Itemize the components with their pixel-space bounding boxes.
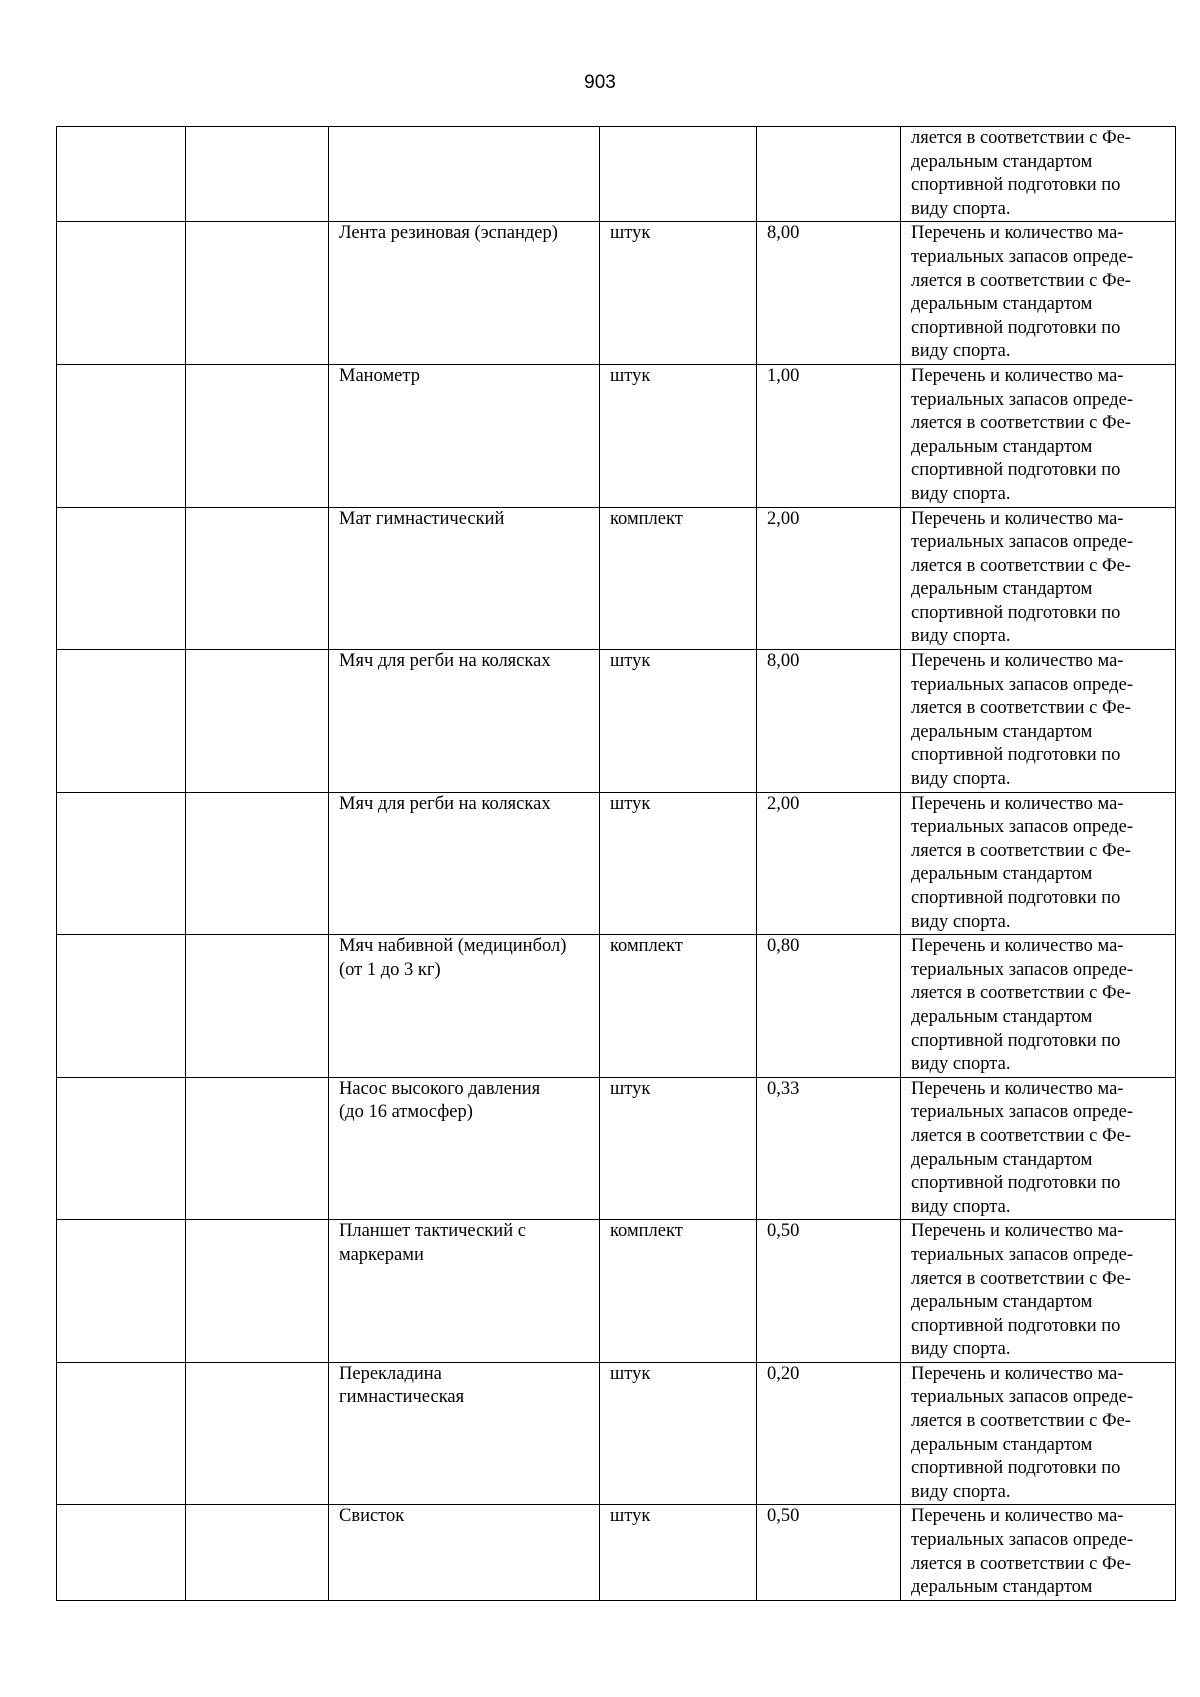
item-name-text: Свисток — [339, 1506, 405, 1527]
table-row — [57, 222, 1176, 365]
quantity-text: 2,00 — [767, 793, 800, 814]
item-name-text: Насос высокого давления (до 16 атмосфер) — [339, 1078, 541, 1123]
equipment-table — [56, 126, 1176, 1601]
section-cell — [186, 650, 329, 793]
quantity-cell — [757, 935, 901, 1078]
note-cell — [901, 1220, 1176, 1363]
note-cell — [901, 127, 1176, 222]
note-text: Перечень и количество ма- териальных запасов опреде- ляется в соответствии с Фе- деральным стандартом спортивной подготовки по виду спорта. — [911, 223, 1134, 362]
item-name-text: Перекладина гимнастическая — [339, 1363, 465, 1408]
unit-text: штук — [610, 651, 651, 672]
item-name-text: Мяч для регби на колясках — [339, 793, 551, 814]
quantity-cell — [757, 507, 901, 650]
unit-text: штук — [610, 223, 651, 244]
item-name-text: Мат гимнастический — [339, 508, 505, 529]
number-cell — [57, 507, 186, 650]
item-name-text: Мяч для регби на колясках — [339, 651, 551, 672]
item-name-cell — [329, 792, 600, 935]
note-cell — [901, 1505, 1176, 1600]
table-row-continued — [57, 127, 1176, 222]
section-cell — [186, 1362, 329, 1505]
unit-text: штук — [610, 793, 651, 814]
note-cell — [901, 1362, 1176, 1505]
item-name-cell — [329, 935, 600, 1078]
number-cell — [57, 650, 186, 793]
table-row — [57, 650, 1176, 793]
number-cell — [57, 792, 186, 935]
number-cell — [57, 1505, 186, 1600]
note-text: Перечень и количество ма- териальных запасов опреде- ляется в соответствии с Фе- деральным стандартом спортивной подготовки по виду спорта. — [911, 365, 1134, 504]
section-cell — [186, 364, 329, 507]
unit-text: комплект — [610, 936, 683, 957]
quantity-text: 0,50 — [767, 1221, 800, 1242]
item-name-text: Мяч набивной (медицинбол) (от 1 до 3 кг) — [339, 936, 567, 980]
quantity-cell — [757, 1077, 901, 1220]
unit-cell — [600, 935, 757, 1078]
unit-cell — [600, 127, 757, 222]
unit-cell — [600, 1077, 757, 1220]
section-cell — [186, 935, 329, 1078]
note-cell — [901, 792, 1176, 935]
section-cell — [186, 1077, 329, 1220]
item-name-cell — [329, 1077, 600, 1220]
number-cell — [57, 1077, 186, 1220]
note-text: Перечень и количество ма- териальных запасов опреде- ляется в соответствии с Фе- деральным стандартом спортивной подготовки по виду спорта. — [911, 651, 1134, 790]
unit-cell — [600, 1362, 757, 1505]
item-name-text: Лента резиновая (эспандер) — [339, 223, 558, 244]
unit-cell — [600, 650, 757, 793]
section-cell — [186, 127, 329, 222]
note-cell — [901, 1077, 1176, 1220]
number-cell — [57, 222, 186, 365]
quantity-text: 1,00 — [767, 365, 800, 386]
number-cell — [57, 1220, 186, 1363]
quantity-cell — [757, 792, 901, 935]
unit-cell — [600, 507, 757, 650]
unit-text: комплект — [610, 1221, 683, 1242]
item-name-cell — [329, 650, 600, 793]
section-cell — [186, 222, 329, 365]
quantity-cell — [757, 1362, 901, 1505]
quantity-text: 8,00 — [767, 651, 800, 672]
table-row — [57, 507, 1176, 650]
table-row — [57, 1220, 1176, 1363]
quantity-cell — [757, 650, 901, 793]
note-text: Перечень и количество ма- териальных запасов опреде- ляется в соответствии с Фе- деральным стандартом спортивной подготовки по виду спорта. — [911, 1363, 1134, 1502]
note-cell — [901, 650, 1176, 793]
note-text: Перечень и количество ма- териальных запасов опреде- ляется в соответствии с Фе- деральным стандартом спортивной подготовки по виду спорта. — [911, 1221, 1134, 1360]
number-cell — [57, 364, 186, 507]
number-cell — [57, 127, 186, 222]
quantity-cell — [757, 1220, 901, 1363]
note-cell — [901, 507, 1176, 650]
unit-cell — [600, 1505, 757, 1600]
table-row — [57, 1077, 1176, 1220]
note-cell — [901, 222, 1176, 365]
quantity-cell — [757, 364, 901, 507]
quantity-text: 8,00 — [767, 223, 800, 244]
unit-text: штук — [610, 1506, 651, 1527]
quantity-text: 0,50 — [767, 1506, 800, 1527]
table-row — [57, 1362, 1176, 1505]
quantity-cell — [757, 127, 901, 222]
unit-cell — [600, 364, 757, 507]
table-row — [57, 364, 1176, 507]
item-name-cell — [329, 507, 600, 650]
quantity-text: 0,33 — [767, 1078, 800, 1099]
item-name-cell — [329, 1362, 600, 1505]
item-name-cell — [329, 127, 600, 222]
item-name-cell — [329, 364, 600, 507]
equipment-table-body — [57, 127, 1176, 1601]
section-cell — [186, 1505, 329, 1600]
quantity-text: 2,00 — [767, 508, 800, 529]
page-number: 903 — [584, 72, 616, 93]
unit-text: штук — [610, 365, 651, 386]
unit-cell — [600, 222, 757, 365]
number-cell — [57, 1362, 186, 1505]
note-text: Перечень и количество ма- териальных запасов опреде- ляется в соответствии с Фе- деральным стандартом спортивной подготовки по виду спорта. — [911, 1078, 1134, 1217]
quantity-text: 0,80 — [767, 936, 800, 957]
unit-cell — [600, 1220, 757, 1363]
table-row — [57, 935, 1176, 1078]
note-text: Перечень и количество ма- териальных запасов опреде- ляется в соответствии с Фе- деральным стандартом спортивной подготовки по виду спорта. — [911, 508, 1134, 647]
section-cell — [186, 792, 329, 935]
quantity-cell — [757, 222, 901, 365]
item-name-text: Планшет тактический с маркерами — [339, 1221, 526, 1265]
continued-note-text: ляется в соответствии с Фе- деральным стандартом спортивной подготовки по виду спорта. — [911, 128, 1131, 219]
section-cell — [186, 507, 329, 650]
number-cell — [57, 935, 186, 1078]
unit-cell — [600, 792, 757, 935]
note-text: Перечень и количество ма- териальных запасов опреде- ляется в соответствии с Фе- деральным стандартом спортивной подготовки по виду спорта. — [911, 936, 1134, 1075]
unit-text: штук — [610, 1078, 651, 1099]
note-cell — [901, 935, 1176, 1078]
item-name-text: Манометр — [339, 365, 420, 386]
note-text: Перечень и количество ма- териальных запасов опреде- ляется в соответствии с Фе- деральным стандартом спортивной подготовки по виду спорта. — [911, 793, 1134, 932]
unit-text: штук — [610, 1363, 651, 1384]
section-cell — [186, 1220, 329, 1363]
quantity-cell — [757, 1505, 901, 1600]
table-row — [57, 1505, 1176, 1600]
unit-text: комплект — [610, 508, 683, 529]
quantity-text: 0,20 — [767, 1363, 800, 1384]
item-name-cell — [329, 1505, 600, 1600]
note-cell — [901, 364, 1176, 507]
table-row — [57, 792, 1176, 935]
item-name-cell — [329, 222, 600, 365]
item-name-cell — [329, 1220, 600, 1363]
note-text: Перечень и количество ма- териальных запасов опреде- ляется в соответствии с Фе- деральным стандартом — [911, 1506, 1134, 1598]
